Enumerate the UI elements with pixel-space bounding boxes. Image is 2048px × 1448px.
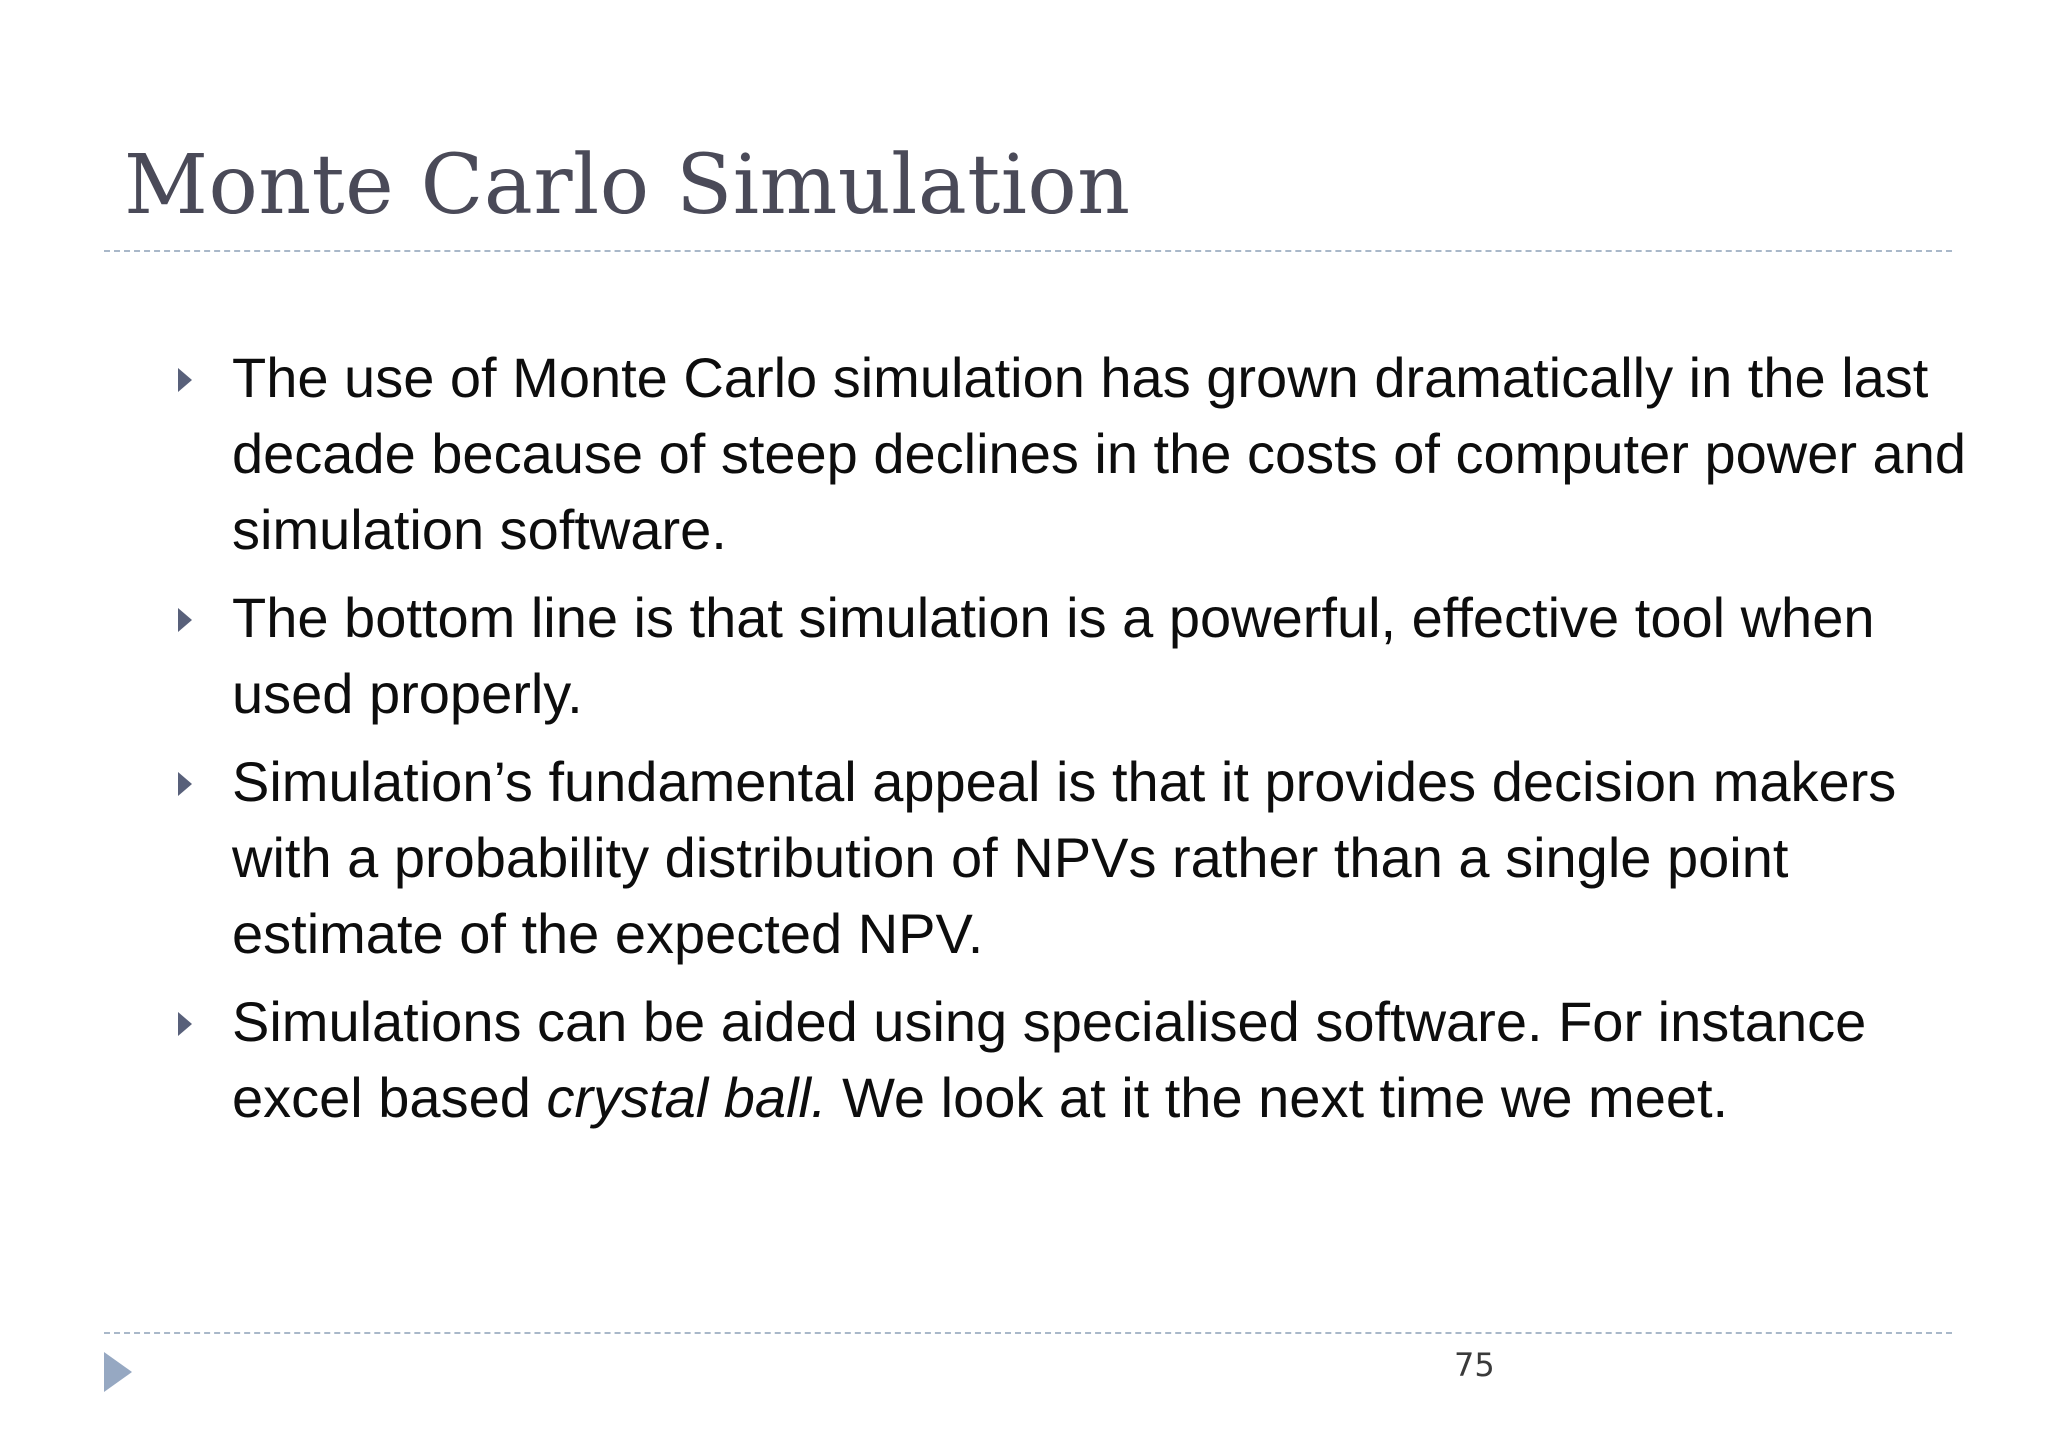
bullet-item	[176, 580, 1976, 732]
bullet-item	[176, 340, 1976, 568]
bullet-text: Simulation’s fundamental appeal is that it provides decision makers with a probability distribution of NPVs rather than a single point estimate of the expected NPV.	[232, 750, 1897, 965]
triangle-arrow-icon	[104, 1352, 132, 1392]
footer-divider	[104, 1332, 1952, 1334]
bullet-item	[176, 744, 1976, 972]
triangle-bullet-icon	[178, 368, 192, 392]
bullet-list	[176, 340, 1976, 1148]
bullet-emphasis: crystal ball.	[546, 1066, 827, 1129]
slide-title: Monte Carlo Simulation	[124, 138, 1131, 233]
bullet-text-after: We look at it the next time we meet.	[826, 1066, 1729, 1129]
title-divider	[104, 250, 1952, 252]
triangle-bullet-icon	[178, 772, 192, 796]
triangle-bullet-icon	[178, 608, 192, 632]
bullet-text-before: Simulations can be aided using specialised software. For instance excel based	[232, 990, 1867, 1129]
bullet-text: The use of Monte Carlo simulation has grown dramatically in the last decade because of steep declines in the costs of computer power and simulation software.	[232, 346, 1966, 561]
bullet-item	[176, 984, 1976, 1136]
triangle-bullet-icon	[178, 1012, 192, 1036]
bullet-text: The bottom line is that simulation is a powerful, effective tool when used properly.	[232, 586, 1875, 725]
page-number: 75	[1454, 1346, 1495, 1384]
